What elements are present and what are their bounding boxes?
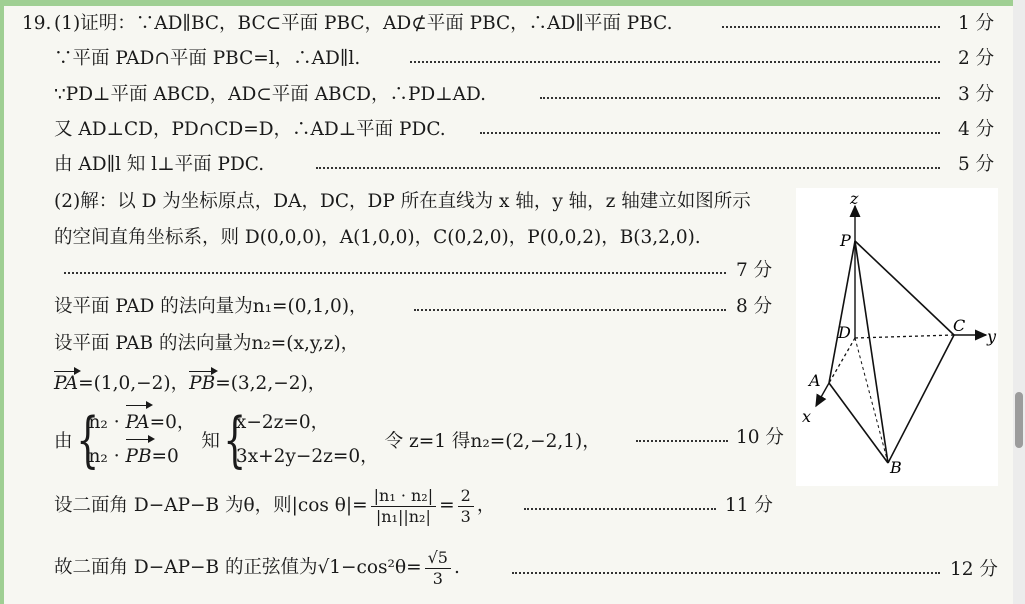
proof-line-2: ∵平面 PAD∩平面 PBC=l，∴AD∥l. (54, 48, 361, 69)
zhi-label: 知 (201, 431, 220, 452)
dot-leader (540, 97, 940, 99)
score-5: 5 分 (958, 154, 995, 175)
solution-line-1: (2)解：以 D 为坐标原点，DA，DC，DP 所在直线为 x 轴，y 轴，z 轴建立如图所示 (54, 191, 751, 212)
edge-ab (829, 383, 888, 463)
cos-suffix: ， (476, 495, 496, 516)
left-brace: { (223, 405, 247, 475)
score-12: 12 分 (950, 559, 998, 580)
edge-cb (888, 335, 954, 463)
solution-line-2: 的空间直角坐标系，则 D(0,0,0)，A(1,0,0)，C(0,2,0)，P(0,0,2)，B(3,2,0). (54, 227, 701, 248)
sys1-b-vec: PB (126, 440, 152, 474)
sin-value-fraction (425, 548, 451, 589)
proof-line-4: 又 AD⊥CD，PD∩CD=D，∴AD⊥平面 PDC. (54, 119, 446, 140)
sys1-a: n₂ · (88, 412, 126, 433)
label-c: C (953, 316, 966, 335)
score-8: 8 分 (736, 296, 773, 317)
cos-value-fraction (458, 486, 474, 527)
score-2: 2 分 (958, 48, 995, 69)
sys1-a-rest: =0， (149, 412, 196, 433)
dot-leader (316, 167, 940, 169)
sys1-a-vec: PA (126, 406, 150, 440)
dot-leader (414, 309, 726, 311)
label-x: x (802, 407, 812, 426)
proof-line-1: (1)证明：∵AD∥BC，BC⊂平面 PBC，AD⊄平面 PBC，∴AD∥平面 PBC. (54, 13, 673, 34)
dot-leader (410, 61, 940, 63)
cos-prefix: 设二面角 D−AP−B 为θ，则|cos θ|= (54, 495, 368, 516)
pyramid-diagram (796, 188, 998, 486)
edge-pa (829, 241, 855, 383)
dot-leader (64, 272, 726, 274)
label-a: A (809, 371, 821, 390)
sys2-a: x−2z=0， (235, 412, 330, 433)
cos-denominator: |n₁||n₂| (375, 506, 431, 526)
label-b: B (890, 458, 902, 477)
vector-pa: PA (54, 373, 79, 394)
left-brace: { (75, 405, 99, 475)
edge-pc (855, 241, 954, 335)
dot-leader (480, 132, 940, 134)
label-z: z (850, 189, 859, 208)
system-1 (89, 406, 196, 474)
problem-number: 19. (22, 13, 52, 34)
proof-line-5: 由 AD∥l 知 l⊥平面 PDC. (54, 154, 265, 175)
cos-eq: = (439, 495, 455, 516)
label-d: D (838, 323, 851, 342)
vector-line (54, 372, 326, 396)
label-p: P (840, 231, 851, 250)
dot-leader (636, 440, 728, 442)
score-11: 11 分 (725, 495, 773, 516)
scrollbar-thumb[interactable] (1015, 392, 1023, 448)
cos-value-denominator: 3 (460, 506, 471, 526)
cos-line (54, 484, 495, 528)
label-y: y (987, 327, 997, 346)
sin-expression: √1−cos²θ= (317, 557, 422, 578)
vector-pb-value: =(3,2,−2)， (215, 373, 327, 394)
edge-pb (855, 241, 888, 463)
dot-leader (512, 572, 940, 574)
score-10: 10 分 (736, 427, 784, 448)
vertical-scrollbar[interactable] (1013, 0, 1025, 604)
ling-text: 令 z=1 得n₂=(2,−2,1)， (384, 431, 601, 452)
equation-system-row (54, 406, 601, 474)
score-4: 4 分 (958, 119, 995, 140)
dot-leader (722, 26, 940, 28)
cos-numerator: |n₁ · n₂| (371, 486, 436, 507)
window-frame-top (0, 0, 1025, 6)
normal-vector-pab: 设平面 PAB 的法向量为n₂=(x,y,z)， (54, 333, 360, 354)
cos-value-numerator: 2 (458, 486, 474, 507)
cos-fraction (371, 486, 436, 527)
window-frame-left (0, 0, 4, 604)
dot-leader (524, 508, 716, 510)
sin-suffix: . (453, 557, 460, 578)
sys1-b: n₂ · (88, 446, 126, 467)
sys1-b-rest: =0 (151, 446, 179, 467)
score-3: 3 分 (958, 84, 995, 105)
proof-line-3: ∵PD⊥平面 ABCD，AD⊂平面 ABCD，∴PD⊥AD. (54, 84, 487, 105)
score-1: 1 分 (958, 13, 995, 34)
sin-value-denominator: 3 (432, 568, 443, 588)
sys2-b: 3x+2y−2z=0， (235, 446, 379, 467)
vector-pa-value: =(1,0,−2)， (78, 373, 190, 394)
score-7: 7 分 (736, 260, 773, 281)
sin-value-numerator: √5 (425, 548, 451, 569)
sin-line (54, 546, 460, 590)
vector-pb: PB (189, 373, 216, 394)
sin-prefix: 故二面角 D−AP−B 的正弦值为 (54, 557, 318, 578)
normal-vector-pad: 设平面 PAD 的法向量为n₁=(0,1,0)， (54, 296, 368, 317)
coordinate-figure (796, 188, 998, 486)
system-2 (236, 406, 379, 474)
you-label: 由 (54, 431, 73, 452)
